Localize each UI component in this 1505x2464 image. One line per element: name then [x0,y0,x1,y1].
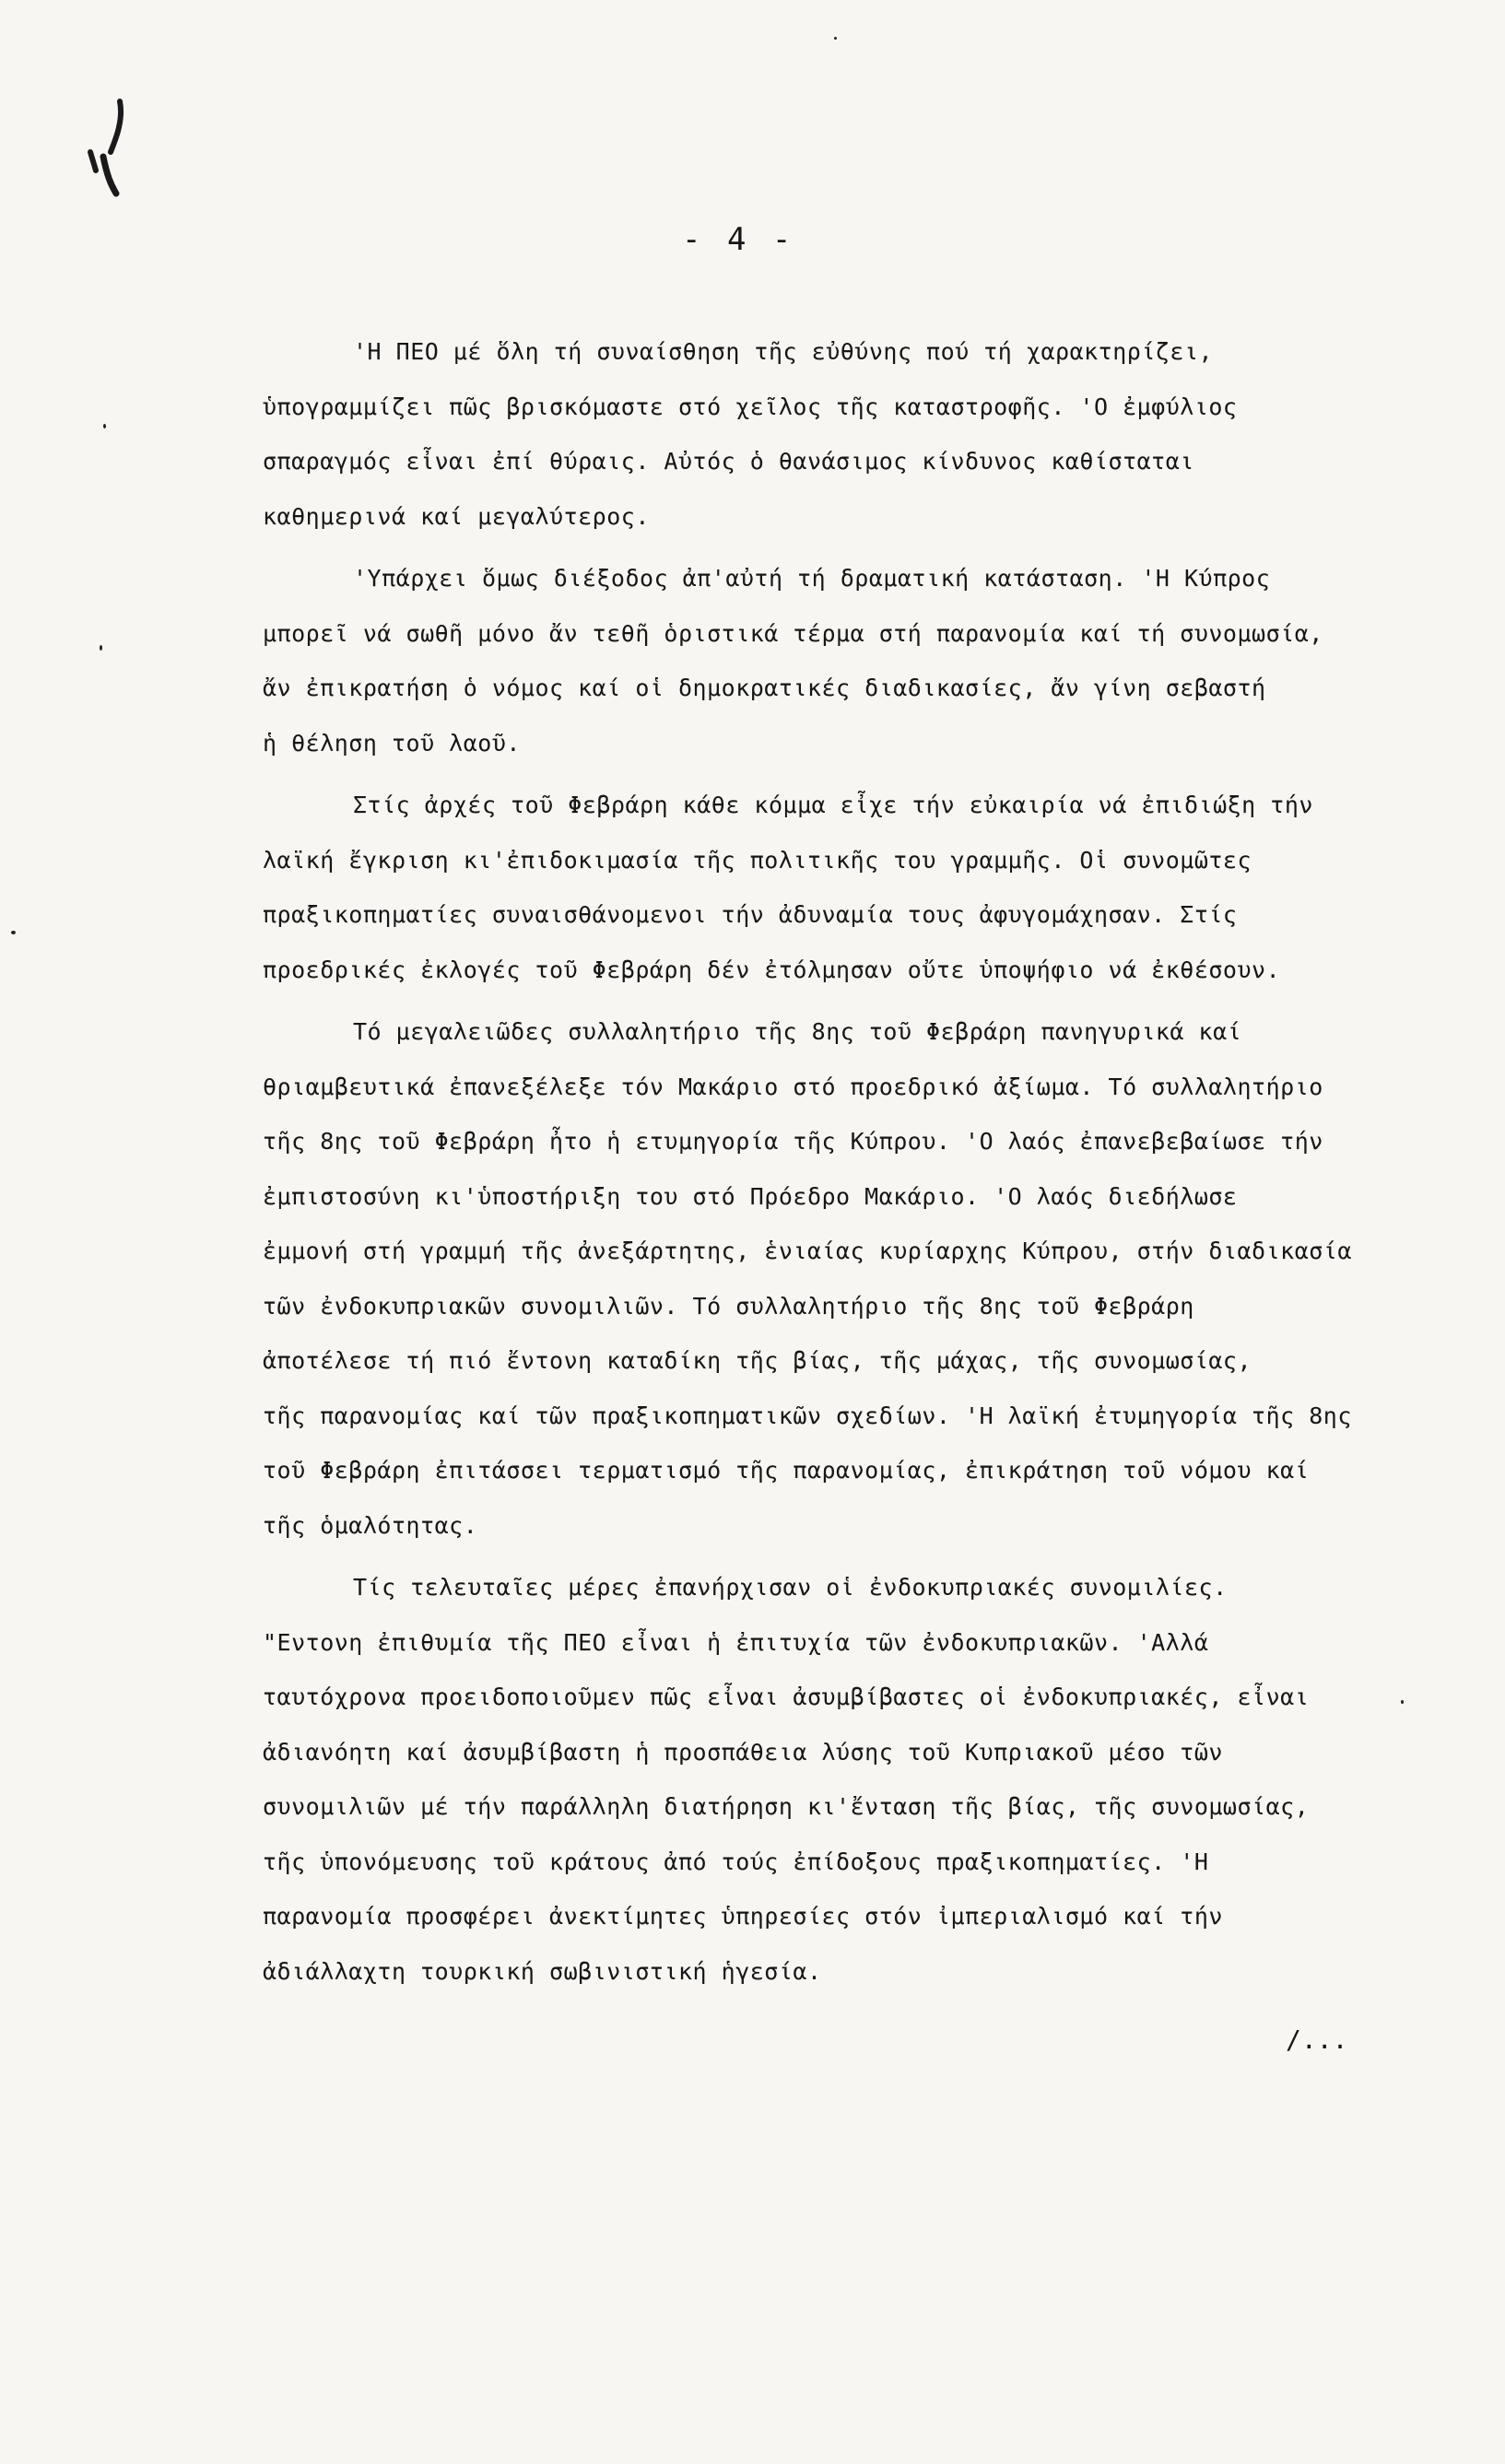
text-line: 'Η ΠΕΟ μέ ὅλη τή συναίσθηση τῆς εὐθύνης πού τή χαρακτηρίζει, [353,338,1214,365]
paragraph-1 [263,324,1405,544]
text-line: παρανομία προσφέρει ἀνεκτίμητες ὑπηρεσίες στόν ἰμπεριαλισμό καί τήν [263,1903,1223,1930]
text-line: τῶν ἐνδοκυπριακῶν συνομιλιῶν. Τό συλλαλητήριο τῆς 8ης τοῦ Φεβράρη [263,1292,1194,1320]
text-line: συνομιλιῶν μέ τήν παράλληλη διατήρηση κι'ἔνταση τῆς βίας, τῆς συνομωσίας, [263,1793,1310,1820]
text-line: καθημερινά καί μεγαλύτερος. [263,502,650,530]
text-line: "Εντονη ἐπιθυμία τῆς ΠΕΟ εἶναι ἡ ἐπιτυχία τῶν ἐνδοκυπριακῶν. 'Αλλά [263,1628,1209,1656]
text-line: Τό μεγαλειῶδες συλλαλητήριο τῆς 8ης τοῦ Φεβράρη πανηγυρικά καί [353,1018,1242,1045]
text-line: ταυτόχρονα προειδοποιοῦμεν πῶς εἶναι ἀσυμβίβαστες οἱ ἐνδοκυπριακές, εἶναι [263,1684,1310,1710]
text-line: 'Υπάρχει ὅμως διέξοδος ἀπ'αὐτή τή δραματική κατάσταση. 'Η Κύπρος [353,565,1271,592]
text-line: Τίς τελευταῖες μέρες ἐπανήρχισαν οἱ ἐνδοκυπριακές συνομιλίες. [353,1574,1228,1601]
text-line: ὑπογραμμίζει πῶς βρισκόμαστε στό χεῖλος τῆς καταστροφῆς. 'Ο ἐμφύλιος [263,393,1238,420]
paragraph-3 [263,778,1405,997]
continuation-mark: /... [1286,2024,1348,2055]
text-line: ἀδιανόητη καί ἀσυμβίβαστη ἡ προσπάθεια λύσης τοῦ Κυπριακοῦ μέσο τῶν [263,1738,1223,1766]
text-line: τῆς παρανομίας καί τῶν πραξικοπηματικῶν σχεδίων. 'Η λαϊκή ἐτυμηγορία τῆς 8ης [263,1402,1352,1429]
scan-speck [1401,1700,1404,1704]
paragraph-5 [263,1560,1405,1999]
text-line: τῆς ὁμαλότητας. [263,1511,478,1539]
text-line: τῆς 8ης τοῦ Φεβράρη ἦτο ἡ ετυμηγορία τῆς Κύπρου. 'Ο λαός ἐπανεβεβαίωσε τήν [263,1128,1323,1155]
scan-speck [103,424,106,428]
paragraph-2 [263,551,1405,770]
text-line: θριαμβευτικά ἐπανεξέλεξε τόν Μακάριο στό προεδρικό ἀξίωμα. Τό συλλαλητήριο [263,1073,1323,1100]
text-line: σπαραγμός εἶναι ἐπί θύραις. Αὐτός ὁ θανάσιμος κίνδυνος καθίσταται [263,448,1194,475]
scan-speck [100,645,102,651]
text-line: προεδρικές ἐκλογές τοῦ Φεβράρη δέν ἐτόλμησαν οὔτε ὑποψήφιο νά ἐκθέσουν. [263,956,1281,983]
page-number: - 4 - [682,221,795,258]
text-line: ἐμπιστοσύνη κι'ὑποστήριξη του στό Πρόεδρο Μακάριο. 'Ο λαός διεδήλωσε [263,1182,1238,1210]
text-line: τοῦ Φεβράρη ἐπιτάσσει τερματισμό τῆς παρανομίας, ἐπικράτηση τοῦ νόμου καί [263,1457,1310,1484]
paragraph-4 [263,1004,1405,1553]
text-line: λαϊκή ἔγκριση κι'ἐπιδοκιμασία τῆς πολιτικῆς του γραμμῆς. Οἱ συνομῶτες [263,846,1252,874]
text-line: ἐμμονή στή γραμμή τῆς ἀνεξάρτητης, ἑνιαίας κυρίαρχης Κύπρου, στήν διαδικασία [263,1238,1352,1264]
scan-speck [834,37,837,40]
text-line: πραξικοπηματίες συναισθάνομενοι τήν ἀδυναμία τους ἀφυγομάχησαν. Στίς [263,901,1238,928]
scan-speck [11,931,16,934]
text-line: ἡ θέληση τοῦ λαοῦ. [263,729,521,757]
text-line: ἄν ἐπικρατήση ὁ νόμος καί οἱ δημοκρατικές διαδικασίες, ἄν γίνη σεβαστή [263,675,1266,701]
text-body [263,324,1405,2006]
text-line: ἀδιάλλαχτη τουρκική σωβινιστική ἡγεσία. [263,1957,822,1985]
text-line: ἀποτέλεσε τή πιό ἔντονη καταδίκη τῆς βίας, τῆς μάχας, τῆς συνομωσίας, [263,1347,1252,1374]
text-line: τῆς ὑπονόμευσης τοῦ κράτους ἀπό τούς ἐπίδοξους πραξικοπηματίες. 'Η [263,1848,1209,1875]
text-line: μπορεῖ νά σωθῆ μόνο ἄν τεθῆ ὁριστικά τέρμα στή παρανομία καί τή συνομωσία, [263,619,1323,647]
text-line: Στίς ἀρχές τοῦ Φεβράρη κάθε κόμμα εἶχε τήν εὐκαιρία νά ἐπιδιώξη τήν [353,792,1313,818]
handwritten-mark-icon [83,88,147,198]
